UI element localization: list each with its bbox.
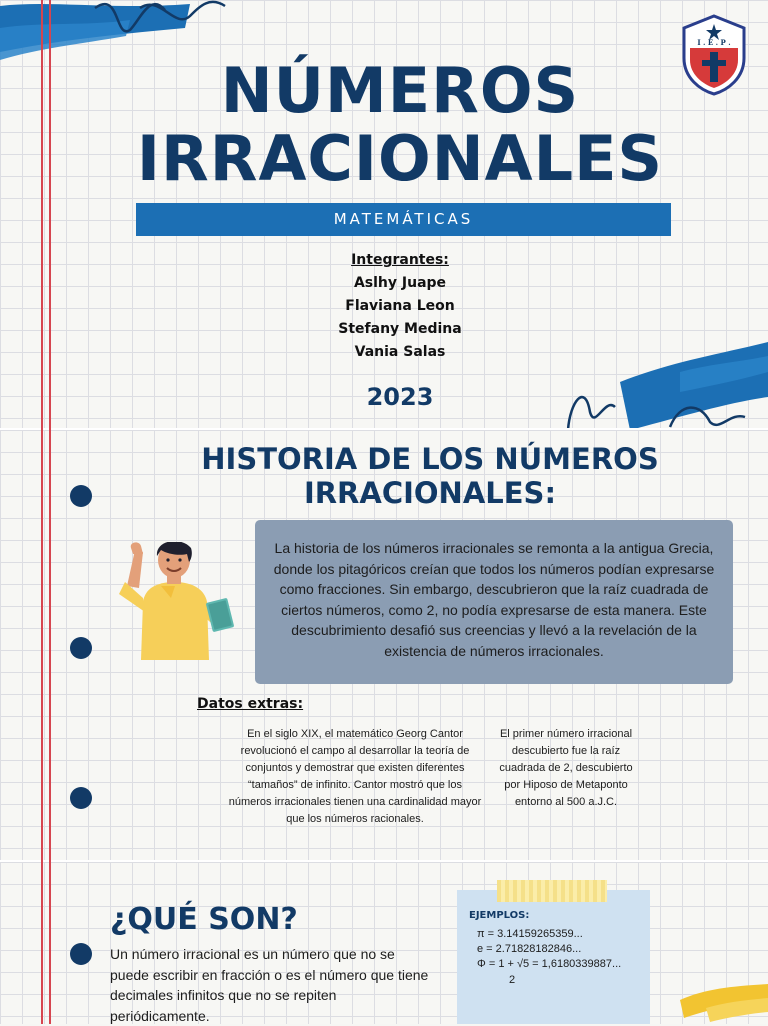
historia-text: La historia de los números irracionales se remonta a la antigua Grecia, donde los pitagóricos creían que todos los números podían expresarse como fracciones. Sin embargo, descubrieron que la raíz cuadrada de ciertos números, como 2, no podía expresarse de esta manera. Este descubrimiento desafió sus creencias y llevó a la revelación de la existencia de números irracionales. [273,540,715,659]
binder-hole [70,485,92,507]
margin-line [49,0,51,1024]
student-illustration [105,542,240,660]
ejemplo-e: e = 2.71828182846... [477,943,582,955]
team-label: Integrantes: [351,252,449,268]
team-member: Vania Salas [354,344,446,360]
cover-section [0,0,768,430]
ejemplo-phi-denominator: 2 [509,974,516,986]
team-member: Aslhy Juape [353,275,447,291]
que-son-section [0,862,768,1024]
year: 2023 [366,383,434,411]
brush-stroke-bottom-right [676,982,768,1024]
brush-stroke-right [560,342,768,432]
binder-hole [70,943,92,965]
que-son-text: Un número irracional es un número que no se puede escribir en fracción o es el número que tiene decimales infinitos que no se repiten periódicamente. [110,946,429,1024]
datos-label: Datos extras: [197,696,304,712]
datos-text-primer: El primer número irracional descubierto fue la raíz cuadrada de 2, descubierto por Hiposo de Metaponto entorno al 500 a.J.C. [499,728,633,808]
ejemplo-phi: Φ = 1 + √5 = 1,6180339887... [477,958,622,970]
logo-text: I . E . P . [697,38,731,47]
ejemplos-label: EJEMPLOS: [469,910,530,921]
datos-text-cantor: En el siglo XIX, el matemático Georg Cantor revolucionó el campo al desarrollar la teoría de conjuntos y demostrar que existen diferentes “tamaños” de infinito. Cantor mostró que los números irracionales tienen una cardinalidad mayor que los números racionales. [228,728,482,825]
title-line-1: NÚMEROS [220,54,580,127]
subject-band: MATEMÁTICAS [136,203,671,236]
historia-card [255,520,733,684]
ejemplos-note [457,890,650,1024]
binder-hole [70,787,92,809]
team-member: Stefany Medina [338,321,462,337]
historia-title-line-2: IRRACIONALES: [303,476,557,510]
historia-title-line-1: HISTORIA DE LOS NÚMEROS [201,442,659,476]
margin-line [41,0,43,1024]
ejemplo-pi: π = 3.14159265359... [477,928,583,940]
title-line-2: IRRACIONALES [136,122,664,195]
que-son-title: ¿QUÉ SON? [110,902,298,937]
tape-decoration [497,880,607,902]
team-member: Flaviana Leon [345,298,455,314]
binder-hole [70,637,92,659]
historia-section [0,430,768,862]
